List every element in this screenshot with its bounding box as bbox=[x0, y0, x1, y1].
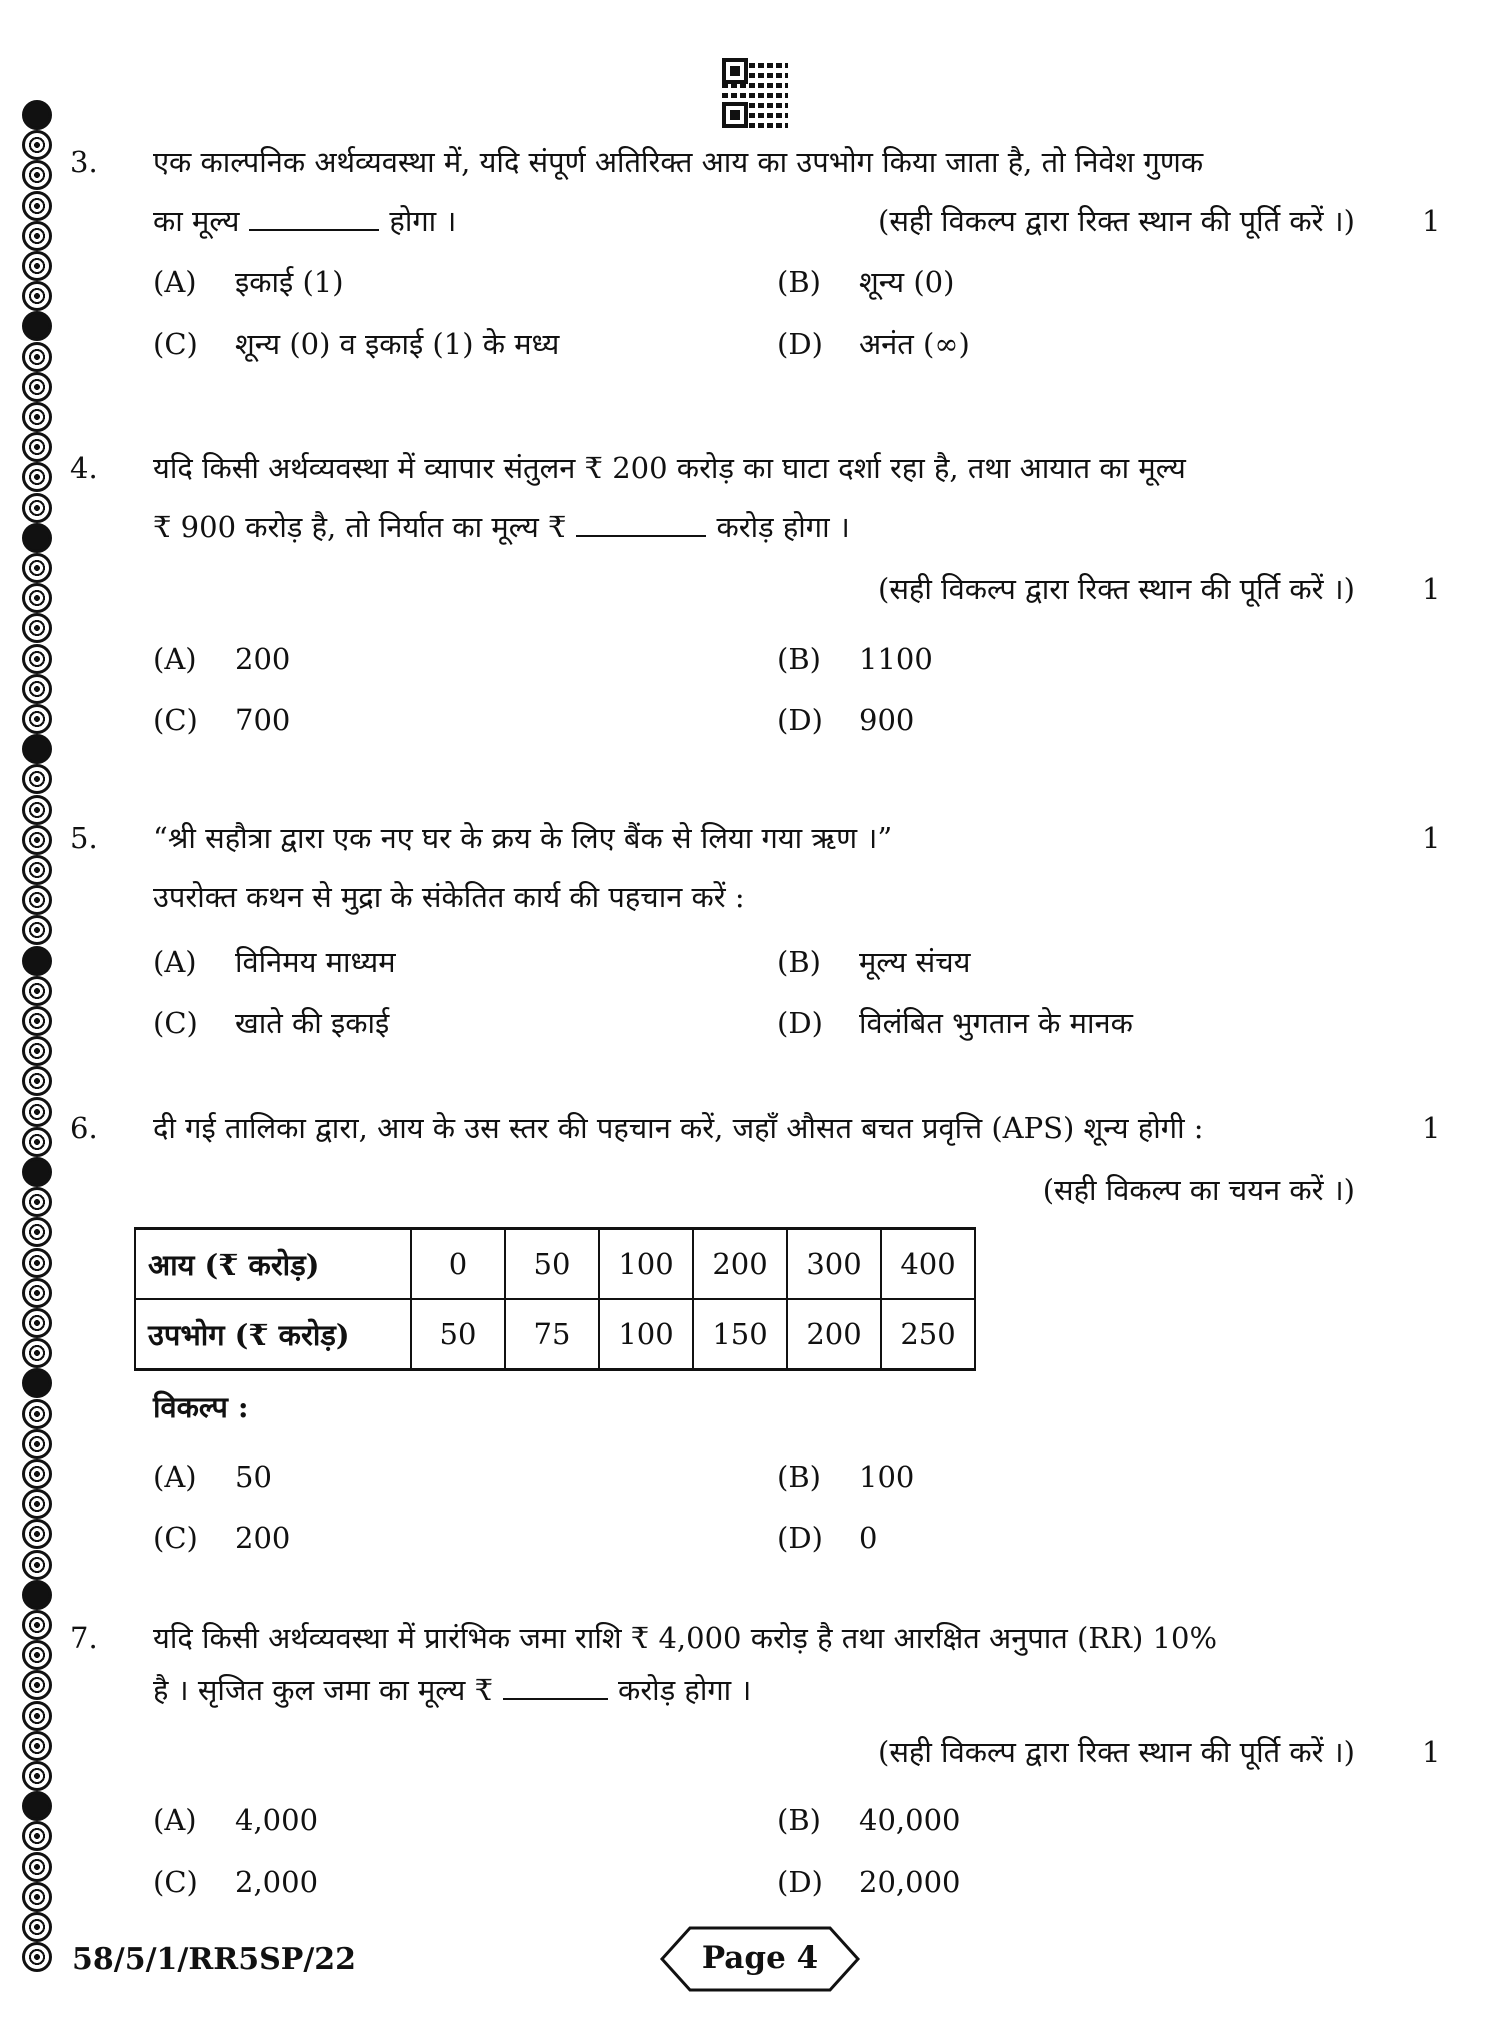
instruction-text: (सही विकल्प द्वारा रिक्त स्थान की पूर्ति करें ।) bbox=[878, 1735, 1355, 1769]
registration-ring bbox=[22, 734, 52, 764]
text-segment: यदि किसी अर्थव्यवस्था में प्रारंभिक जमा राशि ₹ 4,000 करोड़ है तथा आरक्षित अनुपात (RR) 10% bbox=[153, 1621, 1218, 1655]
option-label: (A) bbox=[153, 945, 197, 979]
question-number: 4. bbox=[70, 451, 98, 485]
fill-in-blank bbox=[503, 1672, 608, 1700]
option-a bbox=[153, 1802, 318, 1838]
text-segment: ₹ 900 करोड़ है, तो निर्यात का मूल्य ₹ bbox=[153, 510, 567, 544]
registration-ring bbox=[22, 1701, 52, 1731]
option-text: 900 bbox=[859, 703, 915, 737]
registration-ring bbox=[22, 1217, 52, 1247]
margin-registration-rings bbox=[22, 100, 58, 1980]
option-b bbox=[777, 944, 970, 980]
question-text-line bbox=[153, 509, 850, 545]
table-cell: 250 bbox=[881, 1299, 975, 1370]
text-segment: करोड़ होगा । bbox=[618, 1673, 752, 1707]
registration-ring bbox=[22, 885, 52, 915]
registration-ring bbox=[22, 432, 52, 462]
option-text: खाते की इकाई bbox=[235, 1006, 390, 1040]
table-row bbox=[135, 1299, 975, 1370]
registration-ring bbox=[22, 915, 52, 945]
registration-ring bbox=[22, 311, 52, 341]
registration-ring bbox=[22, 160, 52, 190]
option-text: 1100 bbox=[859, 642, 933, 676]
registration-ring bbox=[22, 1459, 52, 1489]
option-c bbox=[153, 1005, 389, 1041]
option-text: 200 bbox=[235, 1521, 291, 1555]
option-text: 50 bbox=[235, 1460, 272, 1494]
data-table bbox=[134, 1227, 976, 1371]
option-a bbox=[153, 264, 344, 300]
registration-ring bbox=[22, 674, 52, 704]
option-label: (D) bbox=[777, 327, 823, 361]
option-c bbox=[153, 326, 559, 362]
registration-ring bbox=[22, 1036, 52, 1066]
instruction-text: (सही विकल्प द्वारा रिक्त स्थान की पूर्ति करें ।) bbox=[878, 572, 1355, 606]
option-c bbox=[153, 1520, 290, 1556]
question-number: 6. bbox=[70, 1111, 98, 1145]
marks: 1 bbox=[1422, 572, 1441, 606]
table-cell: 0 bbox=[411, 1229, 505, 1300]
registration-ring bbox=[22, 1821, 52, 1851]
row-header: आय (₹ करोड़) bbox=[135, 1229, 411, 1300]
option-d bbox=[777, 1864, 960, 1900]
registration-ring bbox=[22, 553, 52, 583]
registration-ring bbox=[22, 1852, 52, 1882]
option-text: 20,000 bbox=[859, 1865, 961, 1899]
option-label: (B) bbox=[777, 642, 821, 676]
registration-ring bbox=[22, 281, 52, 311]
option-text: मूल्य संचय bbox=[859, 945, 971, 979]
text-segment: करोड़ होगा । bbox=[716, 510, 850, 544]
marks: 1 bbox=[1422, 1111, 1441, 1145]
option-a bbox=[153, 1459, 272, 1495]
table-cell: 50 bbox=[411, 1299, 505, 1370]
text-segment: यदि किसी अर्थव्यवस्था में व्यापार संतुलन ₹ 200 करोड़ का घाटा दर्शा रहा है, तथा आयात का मूल्य bbox=[153, 451, 1186, 485]
option-label: (D) bbox=[777, 1006, 823, 1040]
table-cell: 400 bbox=[881, 1229, 975, 1300]
paper-code: 58/5/1/RR5SP/22 bbox=[72, 1942, 357, 1977]
question-number: 3. bbox=[70, 145, 98, 179]
row-header: उपभोग (₹ करोड़) bbox=[135, 1299, 411, 1370]
registration-ring bbox=[22, 795, 52, 825]
registration-ring bbox=[22, 1550, 52, 1580]
registration-ring bbox=[22, 1580, 52, 1610]
option-label: (A) bbox=[153, 642, 197, 676]
registration-ring bbox=[22, 1610, 52, 1640]
option-label: (C) bbox=[153, 327, 198, 361]
option-d bbox=[777, 1520, 877, 1556]
table-cell: 300 bbox=[787, 1229, 881, 1300]
option-text: 0 bbox=[859, 1521, 878, 1555]
registration-ring bbox=[22, 402, 52, 432]
option-b bbox=[777, 264, 954, 300]
registration-ring bbox=[22, 1066, 52, 1096]
option-text: 4,000 bbox=[235, 1803, 319, 1837]
registration-ring bbox=[22, 342, 52, 372]
registration-ring bbox=[22, 613, 52, 643]
qr-code bbox=[722, 58, 788, 128]
question-text-line bbox=[153, 1672, 751, 1708]
registration-ring bbox=[22, 855, 52, 885]
question-text-line bbox=[153, 203, 456, 239]
table-cell: 50 bbox=[505, 1229, 599, 1300]
registration-ring bbox=[22, 1248, 52, 1278]
text-segment: का मूल्य bbox=[153, 204, 240, 238]
registration-ring bbox=[22, 1912, 52, 1942]
fill-in-blank bbox=[576, 509, 706, 537]
option-c bbox=[153, 1864, 318, 1900]
option-b bbox=[777, 641, 933, 677]
page-number: Page 4 bbox=[701, 1940, 819, 1976]
registration-ring bbox=[22, 1761, 52, 1791]
registration-ring bbox=[22, 1157, 52, 1187]
option-d bbox=[777, 702, 914, 738]
registration-ring bbox=[22, 764, 52, 794]
registration-ring bbox=[22, 100, 52, 130]
option-label: (A) bbox=[153, 265, 197, 299]
registration-ring bbox=[22, 1127, 52, 1157]
option-label: (D) bbox=[777, 1865, 823, 1899]
option-label: (B) bbox=[777, 1460, 821, 1494]
question-number: 7. bbox=[70, 1621, 98, 1655]
option-label: (C) bbox=[153, 1865, 198, 1899]
option-d bbox=[777, 326, 970, 362]
question-text-line bbox=[153, 1620, 1217, 1656]
option-text: 700 bbox=[235, 703, 291, 737]
question-number: 5. bbox=[70, 821, 98, 855]
option-label: (A) bbox=[153, 1803, 197, 1837]
text-segment: “श्री सहौत्रा द्वारा एक नए घर के क्रय के लिए बैंक से लिया गया ऋण ।” bbox=[153, 821, 893, 855]
fill-in-blank bbox=[249, 203, 379, 231]
registration-ring bbox=[22, 946, 52, 976]
instruction-text: (सही विकल्प द्वारा रिक्त स्थान की पूर्ति करें ।) bbox=[878, 204, 1355, 238]
options-label: विकल्प : bbox=[153, 1390, 249, 1424]
table-cell: 200 bbox=[787, 1299, 881, 1370]
option-a bbox=[153, 944, 396, 980]
option-text: इकाई (1) bbox=[235, 265, 344, 299]
option-label: (B) bbox=[777, 265, 821, 299]
table-row bbox=[135, 1229, 975, 1300]
registration-ring bbox=[22, 1338, 52, 1368]
option-label: (B) bbox=[777, 1803, 821, 1837]
option-text: विलंबित भुगतान के मानक bbox=[859, 1006, 1133, 1040]
registration-ring bbox=[22, 1670, 52, 1700]
registration-ring bbox=[22, 191, 52, 221]
option-label: (A) bbox=[153, 1460, 197, 1494]
table-cell: 75 bbox=[505, 1299, 599, 1370]
option-b bbox=[777, 1802, 960, 1838]
option-text: अनंत (∞) bbox=[859, 327, 970, 361]
registration-ring bbox=[22, 130, 52, 160]
option-text: 40,000 bbox=[859, 1803, 961, 1837]
marks: 1 bbox=[1422, 1735, 1441, 1769]
option-text: 100 bbox=[859, 1460, 915, 1494]
registration-ring bbox=[22, 976, 52, 1006]
registration-ring bbox=[22, 1097, 52, 1127]
option-text: विनिमय माध्यम bbox=[235, 945, 396, 979]
page-number-badge bbox=[640, 1925, 880, 1993]
option-b bbox=[777, 1459, 914, 1495]
text-segment: होगा । bbox=[389, 204, 457, 238]
registration-ring bbox=[22, 1368, 52, 1398]
text-segment: है । सृजित कुल जमा का मूल्य ₹ bbox=[153, 1673, 494, 1707]
question-text-line bbox=[153, 144, 1203, 180]
registration-ring bbox=[22, 1731, 52, 1761]
option-text: 2,000 bbox=[235, 1865, 319, 1899]
option-label: (D) bbox=[777, 1521, 823, 1555]
registration-ring bbox=[22, 523, 52, 553]
registration-ring bbox=[22, 221, 52, 251]
option-text: शून्य (0) bbox=[859, 265, 955, 299]
registration-ring bbox=[22, 704, 52, 734]
registration-ring bbox=[22, 251, 52, 281]
table-cell: 150 bbox=[693, 1299, 787, 1370]
registration-ring bbox=[22, 644, 52, 674]
marks: 1 bbox=[1422, 821, 1441, 855]
registration-ring bbox=[22, 1429, 52, 1459]
registration-ring bbox=[22, 1519, 52, 1549]
option-text: शून्य (0) व इकाई (1) के मध्य bbox=[235, 327, 560, 361]
table-cell: 100 bbox=[599, 1299, 693, 1370]
registration-ring bbox=[22, 583, 52, 613]
question-text-line bbox=[153, 1110, 1204, 1146]
instruction-text: (सही विकल्प का चयन करें ।) bbox=[1042, 1173, 1355, 1207]
registration-ring bbox=[22, 1640, 52, 1670]
option-d bbox=[777, 1005, 1133, 1041]
registration-ring bbox=[22, 462, 52, 492]
option-a bbox=[153, 641, 290, 677]
marks: 1 bbox=[1422, 204, 1441, 238]
registration-ring bbox=[22, 1489, 52, 1519]
option-label: (D) bbox=[777, 703, 823, 737]
registration-ring bbox=[22, 1187, 52, 1217]
table-cell: 200 bbox=[693, 1229, 787, 1300]
question-text-line bbox=[153, 820, 892, 856]
registration-ring bbox=[22, 1791, 52, 1821]
text-segment: दी गई तालिका द्वारा, आय के उस स्तर की पहचान करें, जहाँ औसत बचत प्रवृत्ति (APS) शून्य होगी : bbox=[153, 1111, 1204, 1145]
registration-ring bbox=[22, 1308, 52, 1338]
registration-ring bbox=[22, 825, 52, 855]
option-label: (C) bbox=[153, 1521, 198, 1555]
registration-ring bbox=[22, 1278, 52, 1308]
registration-ring bbox=[22, 493, 52, 523]
registration-ring bbox=[22, 1399, 52, 1429]
option-text: 200 bbox=[235, 642, 291, 676]
registration-ring bbox=[22, 1006, 52, 1036]
registration-ring bbox=[22, 372, 52, 402]
text-segment: एक काल्पनिक अर्थव्यवस्था में, यदि संपूर्ण अतिरिक्त आय का उपभोग किया जाता है, तो निवेश गुणक bbox=[153, 145, 1204, 179]
question-text-line bbox=[153, 450, 1186, 486]
registration-ring bbox=[22, 1942, 52, 1972]
option-label: (C) bbox=[153, 1006, 198, 1040]
option-label: (C) bbox=[153, 703, 198, 737]
text-segment: उपरोक्त कथन से मुद्रा के संकेतित कार्य की पहचान करें : bbox=[153, 880, 745, 914]
registration-ring bbox=[22, 1882, 52, 1912]
question-text-line bbox=[153, 879, 745, 915]
table-cell: 100 bbox=[599, 1229, 693, 1300]
option-c bbox=[153, 702, 290, 738]
option-label: (B) bbox=[777, 945, 821, 979]
